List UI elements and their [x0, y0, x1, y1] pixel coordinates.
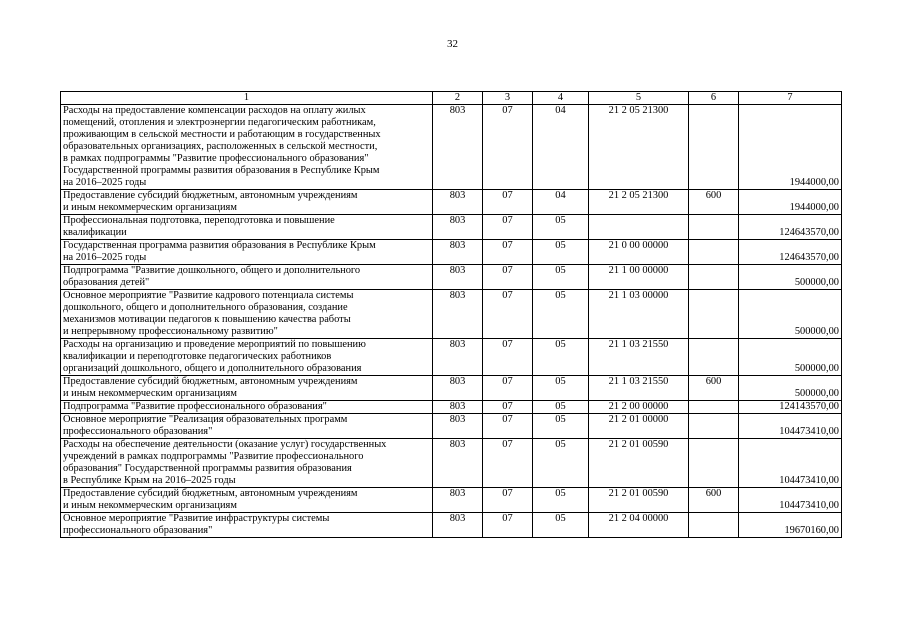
description-line: Расходы на организацию и проведение мероприятий по повышению [63, 339, 366, 350]
amount: 104473410,00 [739, 439, 842, 488]
amount: 500000,00 [739, 290, 842, 339]
row-description [61, 240, 433, 265]
description-line: проживающим в сельской местности и работающим в государственных [63, 129, 381, 140]
row-description [61, 488, 433, 513]
table-row [61, 215, 842, 240]
ministry-code: 803 [433, 376, 483, 401]
target-article-code [589, 215, 689, 240]
description-line: и иным некоммерческим организациям [63, 388, 237, 399]
section-code: 07 [483, 488, 533, 513]
target-article-code: 21 2 00 00000 [589, 401, 689, 414]
column-header: 4 [533, 92, 589, 105]
subsection-code: 05 [533, 414, 589, 439]
column-header: 7 [739, 92, 842, 105]
subsection-code: 04 [533, 190, 589, 215]
target-article-code: 21 2 01 00590 [589, 439, 689, 488]
description-line: образовательных организациях, расположенных в сельской местности, [63, 141, 378, 152]
ministry-code: 803 [433, 105, 483, 190]
expense-type-code: 600 [689, 376, 739, 401]
description-line: в рамках подпрограммы "Развитие профессионального образования" [63, 153, 369, 164]
expense-type-code: 600 [689, 190, 739, 215]
description-line: Предоставление субсидий бюджетным, автономным учреждениям [63, 376, 358, 387]
row-description [61, 339, 433, 376]
description-line: Расходы на обеспечение деятельности (оказание услуг) государственных [63, 439, 387, 450]
ministry-code: 803 [433, 439, 483, 488]
section-code: 07 [483, 105, 533, 190]
amount: 124143570,00 [739, 401, 842, 414]
description-line: и непрерывному профессиональному развитию" [63, 326, 278, 337]
amount: 500000,00 [739, 339, 842, 376]
amount: 19670160,00 [739, 513, 842, 538]
expense-type-code [689, 513, 739, 538]
description-line: профессионального образования" [63, 426, 213, 437]
subsection-code: 04 [533, 105, 589, 190]
expense-type-code [689, 401, 739, 414]
ministry-code: 803 [433, 290, 483, 339]
row-description [61, 190, 433, 215]
amount: 104473410,00 [739, 488, 842, 513]
description-line: образования" Государственной программы развития образования [63, 463, 352, 474]
amount: 1944000,00 [739, 190, 842, 215]
subsection-code: 05 [533, 439, 589, 488]
table-row [61, 105, 842, 190]
description-line: на 2016–2025 годы [63, 252, 147, 263]
description-line: механизмов мотивации педагогов к повышению качества работы [63, 314, 351, 325]
description-line: Расходы на предоставление компенсации расходов на оплату жилых [63, 105, 366, 116]
table-row [61, 439, 842, 488]
description-line: дошкольного, общего и дополнительного образования, создание [63, 302, 348, 313]
ministry-code: 803 [433, 215, 483, 240]
description-line: на 2016–2025 годы [63, 177, 147, 188]
row-description [61, 265, 433, 290]
subsection-code: 05 [533, 401, 589, 414]
section-code: 07 [483, 290, 533, 339]
expense-type-code [689, 414, 739, 439]
row-description [61, 439, 433, 488]
expense-type-code [689, 240, 739, 265]
ministry-code: 803 [433, 513, 483, 538]
expense-type-code [689, 265, 739, 290]
ministry-code: 803 [433, 414, 483, 439]
section-code: 07 [483, 376, 533, 401]
section-code: 07 [483, 265, 533, 290]
section-code: 07 [483, 190, 533, 215]
description-line: в Республике Крым на 2016–2025 годы [63, 475, 236, 486]
description-line: квалификации и переподготовке педагогических работников [63, 351, 332, 362]
target-article-code: 21 2 01 00000 [589, 414, 689, 439]
expense-type-code [689, 290, 739, 339]
ministry-code: 803 [433, 488, 483, 513]
description-line: Основное мероприятие "Развитие инфраструктуры системы [63, 513, 330, 524]
amount: 124643570,00 [739, 240, 842, 265]
row-description [61, 290, 433, 339]
column-header: 3 [483, 92, 533, 105]
description-line: Подпрограмма "Развитие профессионального образования" [63, 401, 327, 412]
expense-type-code: 600 [689, 488, 739, 513]
table-row [61, 513, 842, 538]
description-line: Основное мероприятие "Реализация образовательных программ [63, 414, 348, 425]
description-line: Профессиональная подготовка, переподготовка и повышение [63, 215, 335, 226]
target-article-code: 21 2 04 00000 [589, 513, 689, 538]
table-row [61, 190, 842, 215]
table-row [61, 414, 842, 439]
description-line: Подпрограмма "Развитие дошкольного, общего и дополнительного [63, 265, 361, 276]
column-header: 6 [689, 92, 739, 105]
description-line: учреждений в рамках подпрограммы "Развитие профессионального [63, 451, 364, 462]
ministry-code: 803 [433, 339, 483, 376]
target-article-code: 21 2 01 00590 [589, 488, 689, 513]
subsection-code: 05 [533, 376, 589, 401]
description-line: и иным некоммерческим организациям [63, 500, 237, 511]
section-code: 07 [483, 215, 533, 240]
row-description [61, 105, 433, 190]
subsection-code: 05 [533, 513, 589, 538]
column-header: 5 [589, 92, 689, 105]
target-article-code: 21 0 00 00000 [589, 240, 689, 265]
table-header-row [61, 92, 842, 105]
expense-type-code [689, 339, 739, 376]
page-number: 32 [447, 38, 458, 50]
ministry-code: 803 [433, 401, 483, 414]
table-row [61, 290, 842, 339]
table-row [61, 401, 842, 414]
ministry-code: 803 [433, 265, 483, 290]
table-row [61, 339, 842, 376]
section-code: 07 [483, 401, 533, 414]
subsection-code: 05 [533, 290, 589, 339]
amount: 104473410,00 [739, 414, 842, 439]
description-line: образования детей" [63, 277, 150, 288]
budget-table [60, 91, 842, 538]
section-code: 07 [483, 439, 533, 488]
section-code: 07 [483, 240, 533, 265]
table-row [61, 376, 842, 401]
amount: 1944000,00 [739, 105, 842, 190]
description-line: Предоставление субсидий бюджетным, автономным учреждениям [63, 488, 358, 499]
table-row [61, 488, 842, 513]
target-article-code: 21 1 03 00000 [589, 290, 689, 339]
subsection-code: 05 [533, 265, 589, 290]
subsection-code: 05 [533, 488, 589, 513]
description-line: Государственной программы развития образования в Республике Крым [63, 165, 380, 176]
description-line: и иным некоммерческим организациям [63, 202, 237, 213]
description-line: профессионального образования" [63, 525, 213, 536]
table-row [61, 240, 842, 265]
subsection-code: 05 [533, 215, 589, 240]
target-article-code: 21 1 00 00000 [589, 265, 689, 290]
row-description [61, 401, 433, 414]
target-article-code: 21 1 03 21550 [589, 376, 689, 401]
column-header: 1 [61, 92, 433, 105]
description-line: Основное мероприятие "Развитие кадрового потенциала системы [63, 290, 354, 301]
section-code: 07 [483, 414, 533, 439]
target-article-code: 21 1 03 21550 [589, 339, 689, 376]
target-article-code: 21 2 05 21300 [589, 190, 689, 215]
row-description [61, 414, 433, 439]
table-row [61, 265, 842, 290]
description-line: Предоставление субсидий бюджетным, автономным учреждениям [63, 190, 358, 201]
description-line: помещений, отопления и электроэнергии педагогическим работникам, [63, 117, 376, 128]
amount: 500000,00 [739, 265, 842, 290]
target-article-code: 21 2 05 21300 [589, 105, 689, 190]
row-description [61, 376, 433, 401]
subsection-code: 05 [533, 240, 589, 265]
ministry-code: 803 [433, 240, 483, 265]
ministry-code: 803 [433, 190, 483, 215]
expense-type-code [689, 439, 739, 488]
amount: 500000,00 [739, 376, 842, 401]
column-header: 2 [433, 92, 483, 105]
amount: 124643570,00 [739, 215, 842, 240]
description-line: организаций дошкольного, общего и дополнительного образования [63, 363, 362, 374]
section-code: 07 [483, 339, 533, 376]
expense-type-code [689, 215, 739, 240]
description-line: Государственная программа развития образования в Республике Крым [63, 240, 376, 251]
row-description [61, 513, 433, 538]
subsection-code: 05 [533, 339, 589, 376]
section-code: 07 [483, 513, 533, 538]
row-description [61, 215, 433, 240]
description-line: квалификации [63, 227, 127, 238]
expense-type-code [689, 105, 739, 190]
